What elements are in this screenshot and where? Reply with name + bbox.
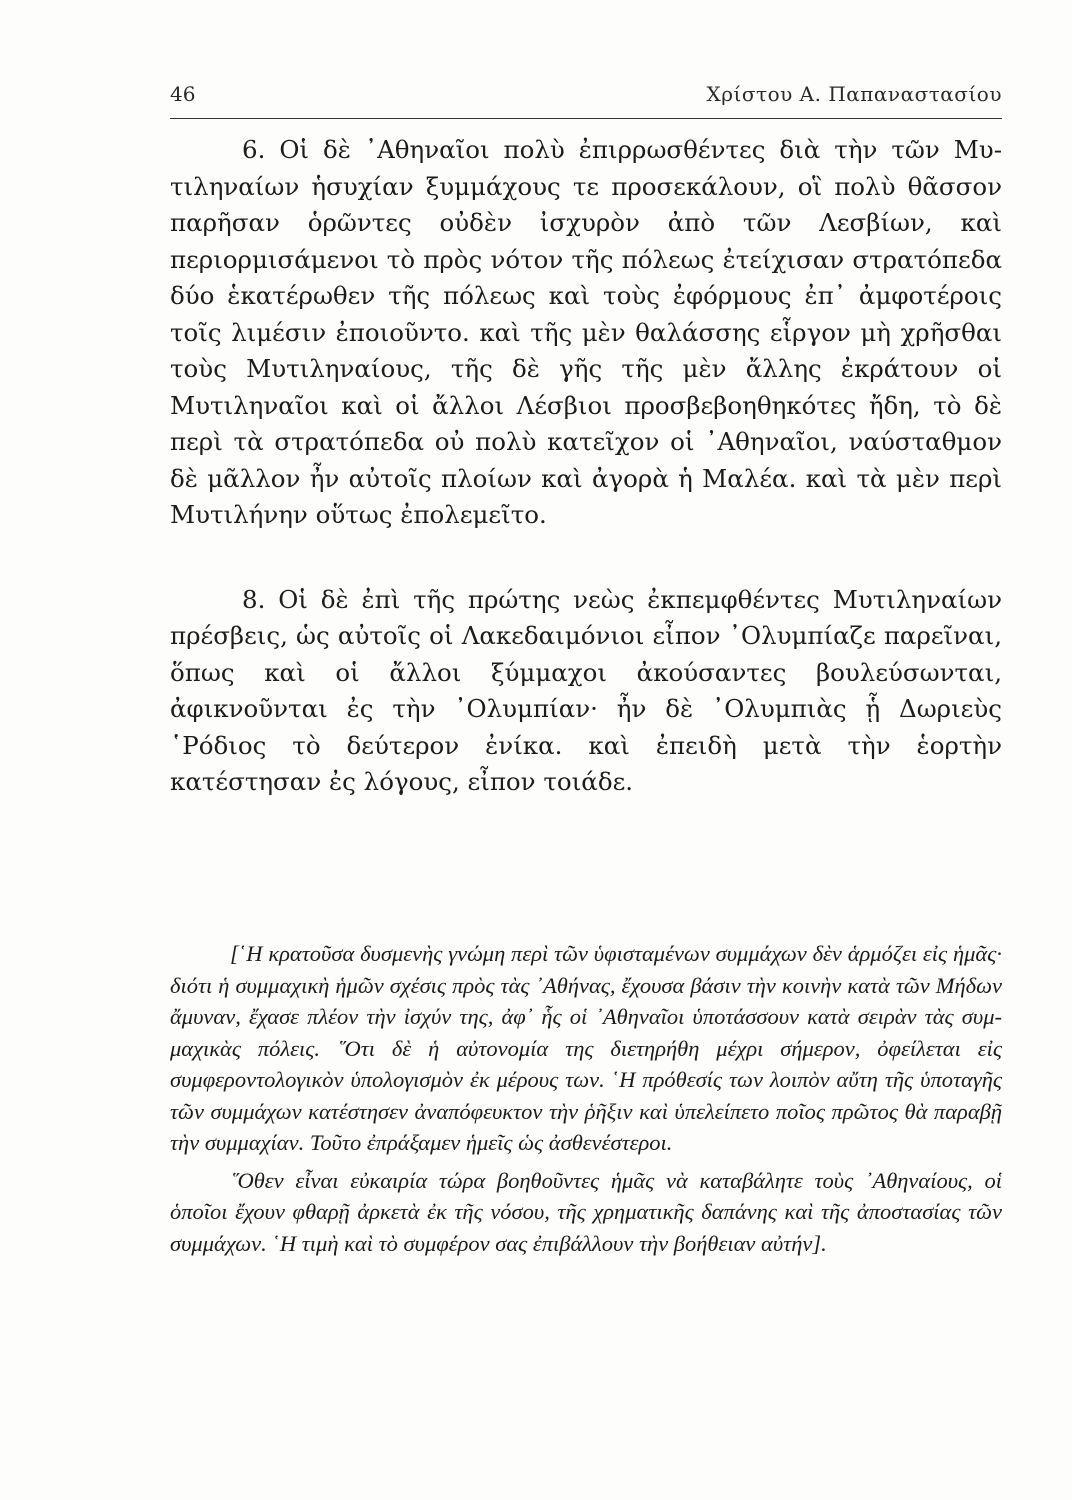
commentary-block: [170, 938, 1002, 1259]
running-head: Χρίστου Α. Παπαναστασίου: [706, 82, 1002, 106]
main-text: [170, 132, 1002, 801]
commentary-paragraph: [῾Η κρατοῦσα δυσμενὴς γνώμη περὶ τῶν ὑφισταμένων συμμάχων δὲν ἁρμόζει εἰς ἡμᾶς· διότι ἡ συμμαχικὴ ἡμῶν σχέσις πρὸς τὰς ᾿Αθήνας, ἔχουσα βάσιν τὴν κοινὴν κατὰ τῶν Μήδων ἄμυναν, ἔχασε πλέον τὴν ἰσχύν της, ἀφ᾿ ἧς οἱ ᾿Αθηναῖοι ὑποτάσσουν κατὰ σειρὰν τὰς συμμαχικὰς πόλεις. ῞Οτι δὲ ἡ αὐτονομία της διετηρήθη μέχρι σήμερον, ὀφείλεται εἰς συμφεροντολογικὸν ὑπολογισμὸν ἐκ μέρους των. ῾Η πρόθεσίς των λοιπὸν αὔτη τῆς ὑποταγῆς τῶν συμμάχων κατέστησεν ἀναπόφευκτον τὴν ῥῆξιν καὶ ὑπελείπετο ποῖος πρῶτος θὰ παραβῇ τὴν συμμαχίαν. Τοῦτο ἐπράξαμεν ἡμεῖς ὡς ἀσθενέστεροι.: [170, 941, 1002, 1155]
paragraph-8: 8. Οἱ δὲ ἐπὶ τῆς πρώτης νεὼς ἐκπεμφθέντες Μυτιληναίων πρέσβεις, ὡς αὐτοῖς οἱ Λακεδαιμόνιοι εἶπον ᾿Ολυμπίαζε παρεῖναι, ὅπως καὶ οἱ ἄλλοι ξύμμαχοι ἀκούσαντες βουλεύσωνται, ἀφικνοῦνται ἐς τὴν ᾿Ολυμπίαν· ἦν δὲ ᾿Ολυμπιὰς ᾗ Δωριεὺς ῾Ρόδιος τὸ δεύτερον ἐνίκα. καὶ ἐπειδὴ μετὰ τὴν ἑορτὴν κατέστησαν ἐς λόγους, εἶπον τοιάδε.: [170, 584, 1002, 796]
page-header: [170, 82, 1002, 112]
paragraph-6: 6. Οἱ δὲ ᾿Αθηναῖοι πολὺ ἐπιρρωσθέντες διὰ τὴν τῶν Μυτιληναίων ἡσυχίαν ξυμμάχους τε προσεκάλουν, οἳ πολὺ θᾶσσον παρῆσαν ὁρῶντες οὐδὲν ἰσχυρὸν ἀπὸ τῶν Λεσβίων, καὶ περιορμισάμενοι τὸ πρὸς νότον τῆς πόλεως ἐτείχισαν στρατόπεδα δύο ἑκατέρωθεν τῆς πόλεως καὶ τοὺς ἐφόρμους ἐπ᾿ ἀμφοτέροις τοῖς λιμέσιν ἐποιοῦντο. καὶ τῆς μὲν θαλάσσης εἷργον μὴ χρῆσθαι τοὺς Μυτιληναίους, τῆς δὲ γῆς τῆς μὲν ἄλλης ἐκράτουν οἱ Μυτιληναῖοι καὶ οἱ ἄλλοι Λέσβιοι προσβεβοηθηκότες ἤδη, τὸ δὲ περὶ τὰ στρατόπεδα οὐ πολὺ κατεῖχον οἱ ᾿Αθηναῖοι, ναύσταθμον δὲ μᾶλλον ἦν αὐτοῖς πλοίων καὶ ἀγορὰ ἡ Μαλέα. καὶ τὰ μὲν περὶ Μυτιλήνην οὕτως ἐπολεμεῖτο.: [170, 135, 1002, 529]
page-number: 46: [170, 82, 196, 106]
header-rule: [170, 118, 1002, 119]
commentary-paragraph: ῞Οθεν εἶναι εὐκαιρία τώρα βοηθοῦντες ἡμᾶς νὰ καταβάλητε τοὺς ᾿Αθηναίους, οἱ ὁποῖοι ἔχουν φθαρῇ ἀρκετὰ ἐκ τῆς νόσου, τῆς χρηματικῆς δαπάνης καὶ τῆς ἀποστασίας τῶν συμμάχων. ῾Η τιμὴ καὶ τὸ συμφέρον σας ἐπιβάλλουν τὴν βοήθειαν αὐτήν].: [170, 1167, 1002, 1256]
